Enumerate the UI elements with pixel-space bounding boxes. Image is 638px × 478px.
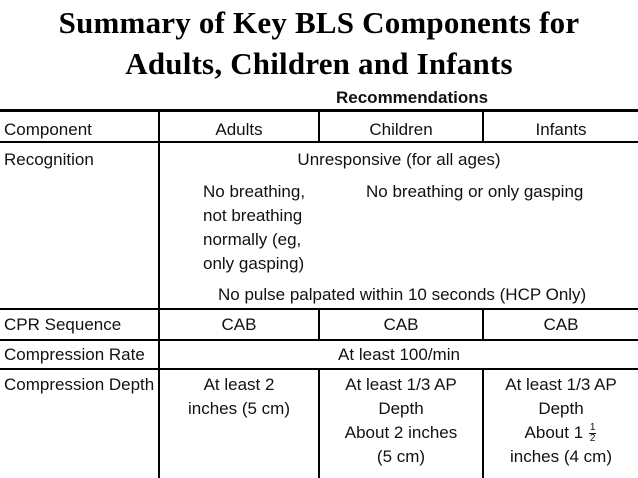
column-header-children: Children bbox=[369, 120, 433, 139]
column-header-infants: Infants bbox=[535, 120, 587, 139]
recognition-adults-line-3: normally (eg, bbox=[203, 230, 302, 249]
compression-depth-children-line-3: About 2 inches bbox=[344, 423, 458, 442]
recognition-all-ages: Unresponsive (for all ages) bbox=[297, 150, 501, 169]
compression-rate-value: At least 100/min bbox=[338, 345, 460, 364]
recognition-adults-line-2: not breathing bbox=[203, 206, 303, 225]
one-half-fraction bbox=[589, 423, 597, 444]
fraction-numerator: 1 bbox=[589, 422, 596, 434]
cpr-sequence-adults: CAB bbox=[221, 315, 257, 334]
recognition-hcp: No pulse palpated within 10 seconds (HCP Only) bbox=[218, 285, 587, 304]
row-label-cpr-sequence: CPR Sequence bbox=[4, 315, 122, 334]
compression-depth-infants-about: About 1 bbox=[524, 423, 584, 442]
fraction-denominator: 2 bbox=[589, 433, 596, 445]
recognition-adults-line-1: No breathing, bbox=[203, 182, 306, 201]
compression-depth-children-line-4: (5 cm) bbox=[376, 447, 426, 466]
recognition-adults-line-4: only gasping) bbox=[203, 254, 305, 273]
recommendations-group-header: Recommendations bbox=[336, 88, 489, 107]
page-title-line-2: Adults, Children and Infants bbox=[125, 46, 513, 81]
compression-depth-infants-line-2: Depth bbox=[538, 399, 584, 418]
row-label-recognition: Recognition bbox=[4, 150, 94, 169]
compression-depth-infants-line-3 bbox=[484, 421, 638, 445]
recognition-children-infants: No breathing or only gasping bbox=[366, 182, 584, 201]
cpr-sequence-children: CAB bbox=[383, 315, 419, 334]
row-label-compression-depth: Compression Depth bbox=[4, 375, 155, 394]
compression-depth-adults-line-1: At least 2 bbox=[203, 375, 275, 394]
row-label-compression-rate: Compression Rate bbox=[4, 345, 145, 364]
column-header-component: Component bbox=[4, 120, 92, 139]
cpr-sequence-infants: CAB bbox=[543, 315, 579, 334]
compression-depth-children-line-2: Depth bbox=[378, 399, 424, 418]
page-title-line-1: Summary of Key BLS Components for bbox=[58, 5, 580, 40]
column-header-adults: Adults bbox=[215, 120, 263, 139]
compression-depth-infants-line-4: inches (4 cm) bbox=[509, 447, 613, 466]
compression-depth-adults-line-2: inches (5 cm) bbox=[187, 399, 291, 418]
compression-depth-infants-line-1: At least 1/3 AP bbox=[505, 375, 617, 394]
compression-depth-children-line-1: At least 1/3 AP bbox=[345, 375, 457, 394]
